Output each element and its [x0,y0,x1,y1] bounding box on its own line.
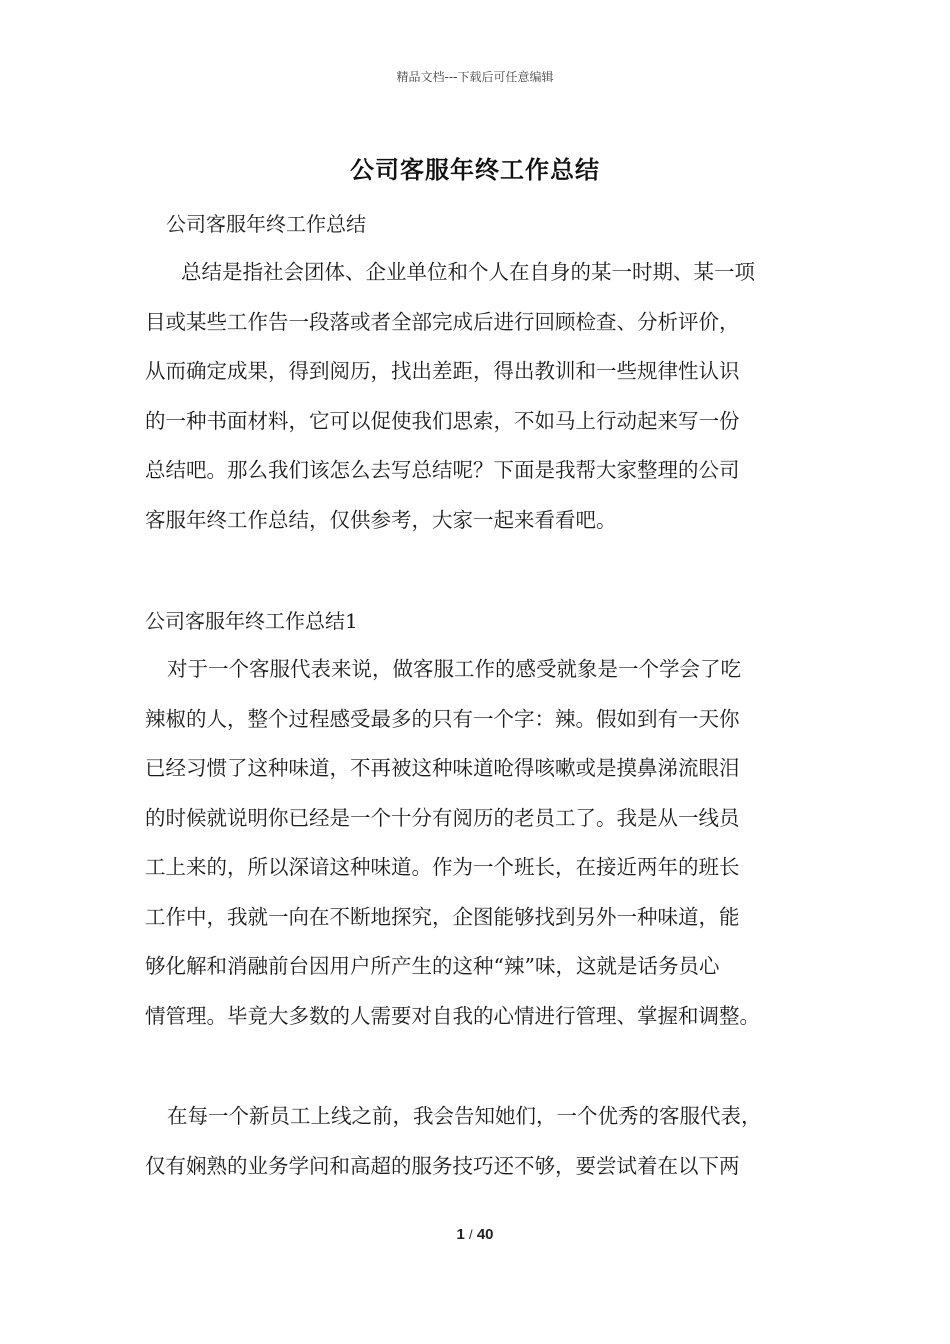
page-total: 40 [476,1226,494,1243]
paragraph-line: 客服年终工作总结，仅供参考，大家一起来看看吧。 [145,507,617,532]
page-number [0,1226,950,1243]
page-current: 1 [456,1226,465,1243]
section1-paragraph-2 [145,1092,815,1191]
paragraph-line: 够化解和消融前台因用户所产生的这种“辣”味，这就是话务员心 [145,954,720,978]
paragraph-line: 对于一个客服代表来说，做客服工作的感受就象是一个学会了吃 [167,657,741,681]
paragraph-line: 的一种书面材料，它可以促使我们思索，不如马上行动起来写一份 [145,408,740,433]
document-title: 公司客服年终工作总结 [350,155,600,184]
paragraph-line: 工上来的，所以深谙这种味道。作为一个班长，在接近两年的班长 [145,855,740,879]
document-subtitle: 公司客服年终工作总结 [166,212,366,236]
paragraph-line: 在每一个新员工上线之前，我会告知她们，一个优秀的客服代表， [167,1104,762,1128]
paragraph-line: 工作中，我就一向在不断地探究，企图能够找到另外一种味道，能 [145,904,740,929]
paragraph-line: 目或某些工作告一段落或者全部完成后进行回顾检查、分析评价， [145,309,740,334]
paragraph-line: 情管理。毕竟大多数的人需要对自我的心情进行管理、掌握和调整。 [145,1003,760,1028]
paragraph-line: 辣椒的人，整个过程感受最多的只有一个字：辣。假如到有一天你 [145,706,740,731]
page-header: 精品文档---下载后可任意编辑 [396,70,554,84]
paragraph-line: 的时候就说明你已经是一个十分有阅历的老员工了。我是从一线员 [145,805,740,830]
paragraph-line: 已经习惯了这种味道，不再被这种味道呛得咳嗽或是摸鼻涕流眼泪 [145,756,740,780]
page-separator: / [469,1227,473,1242]
paragraph-line: 仅有娴熟的业务学问和高超的服务技巧还不够，要尝试着在以下两 [145,1153,740,1178]
paragraph-line: 总结是指社会团体、企业单位和个人在自身的某一时期、某一项 [181,260,755,284]
intro-paragraph [145,248,815,545]
paragraph-line: 总结吧。那么我们该怎么去写总结呢？下面是我帮大家整理的公司 [145,458,740,482]
paragraph-line: 从而确定成果，得到阅历，找出差距，得出教训和一些规律性认识 [145,359,740,383]
section1-paragraph [145,645,815,1041]
section-title: 公司客服年终工作总结1 [145,609,358,633]
